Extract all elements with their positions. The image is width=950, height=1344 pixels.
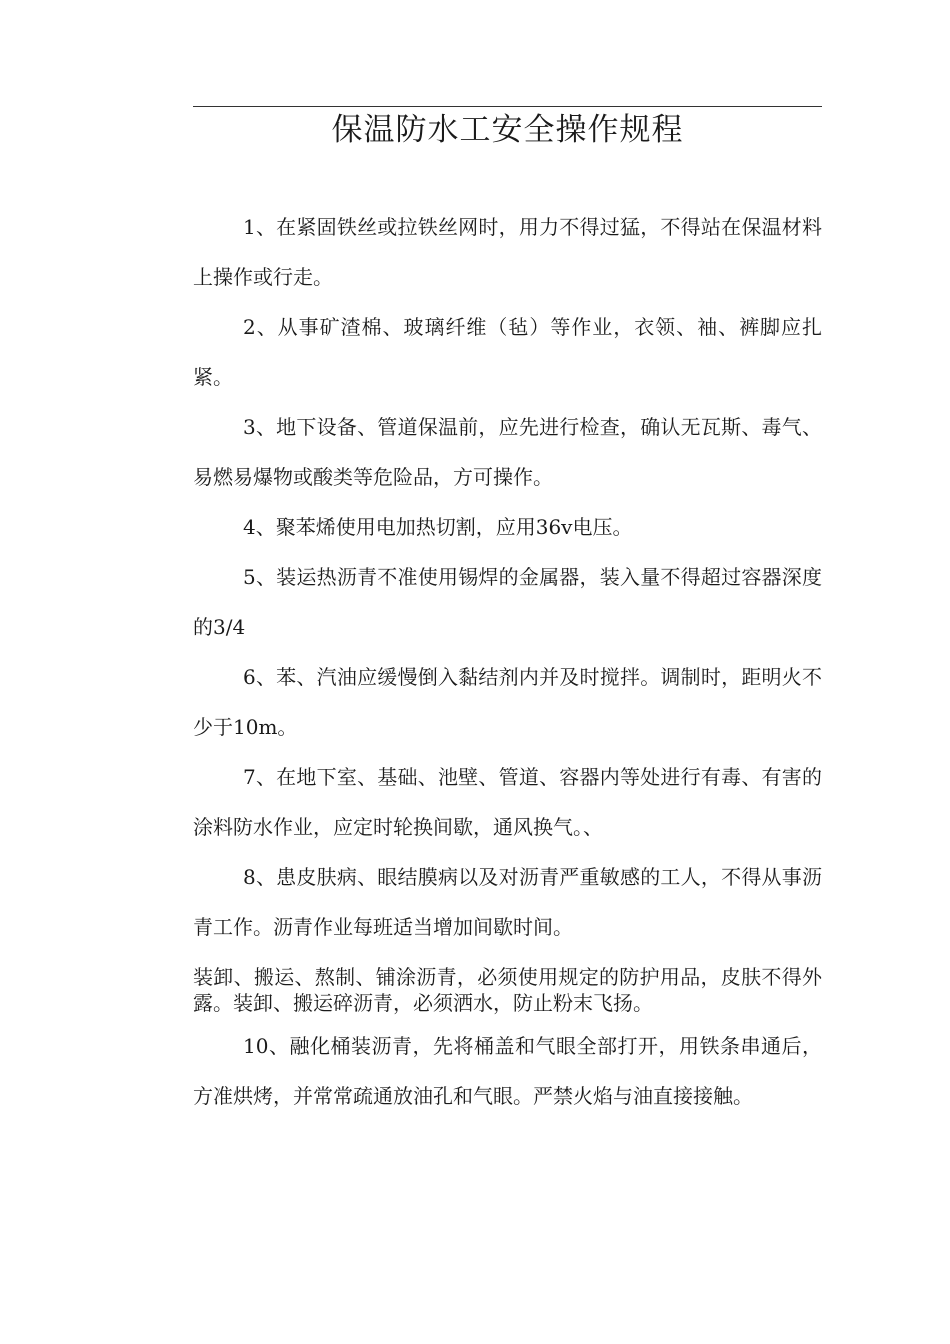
- paragraph-8: 8、患皮肤病、眼结膜病以及对沥青严重敏感的工人，不得从事沥青工作。沥青作业每班适当增加间歇时间。: [193, 865, 822, 939]
- paragraph-3: 3、地下设备、管道保温前，应先进行检查，确认无瓦斯、毒气、易燃易爆物或酸类等危险品，方可操作。: [193, 415, 822, 489]
- document-body: [193, 202, 822, 1121]
- header-rule: [193, 106, 822, 107]
- paragraph-6: 6、苯、汽油应缓慢倒入黏结剂内并及时搅拌。调制时，距明火不少于10m。: [193, 665, 822, 739]
- paragraph-2: 2、从事矿渣棉、玻璃纤维（毡）等作业，衣领、袖、裤脚应扎紧。: [193, 315, 822, 389]
- paragraph-10: 10、融化桶装沥青，先将桶盖和气眼全部打开，用铁条串通后，方准烘烤，并常常疏通放油孔和气眼。严禁火焰与油直接接触。: [193, 1034, 822, 1108]
- paragraph-9: 装卸、搬运、熬制、铺涂沥青，必须使用规定的防护用品，皮肤不得外露。装卸、搬运碎沥青，必须洒水，防止粉末飞扬。: [193, 965, 822, 1015]
- paragraph-7: 7、在地下室、基础、池壁、管道、容器内等处进行有毒、有害的涂料防水作业，应定时轮换间歇，通风换气。、: [193, 765, 822, 839]
- document-title: 保温防水工安全操作规程: [331, 112, 684, 148]
- paragraph-4: 4、聚苯烯使用电加热切割，应用36v电压。: [243, 515, 633, 539]
- paragraph-5: 5、装运热沥青不准使用锡焊的金属器，装入量不得超过容器深度的3/4: [193, 565, 822, 639]
- paragraph-1: 1、在紧固铁丝或拉铁丝网时，用力不得过猛，不得站在保温材料上操作或行走。: [193, 215, 822, 289]
